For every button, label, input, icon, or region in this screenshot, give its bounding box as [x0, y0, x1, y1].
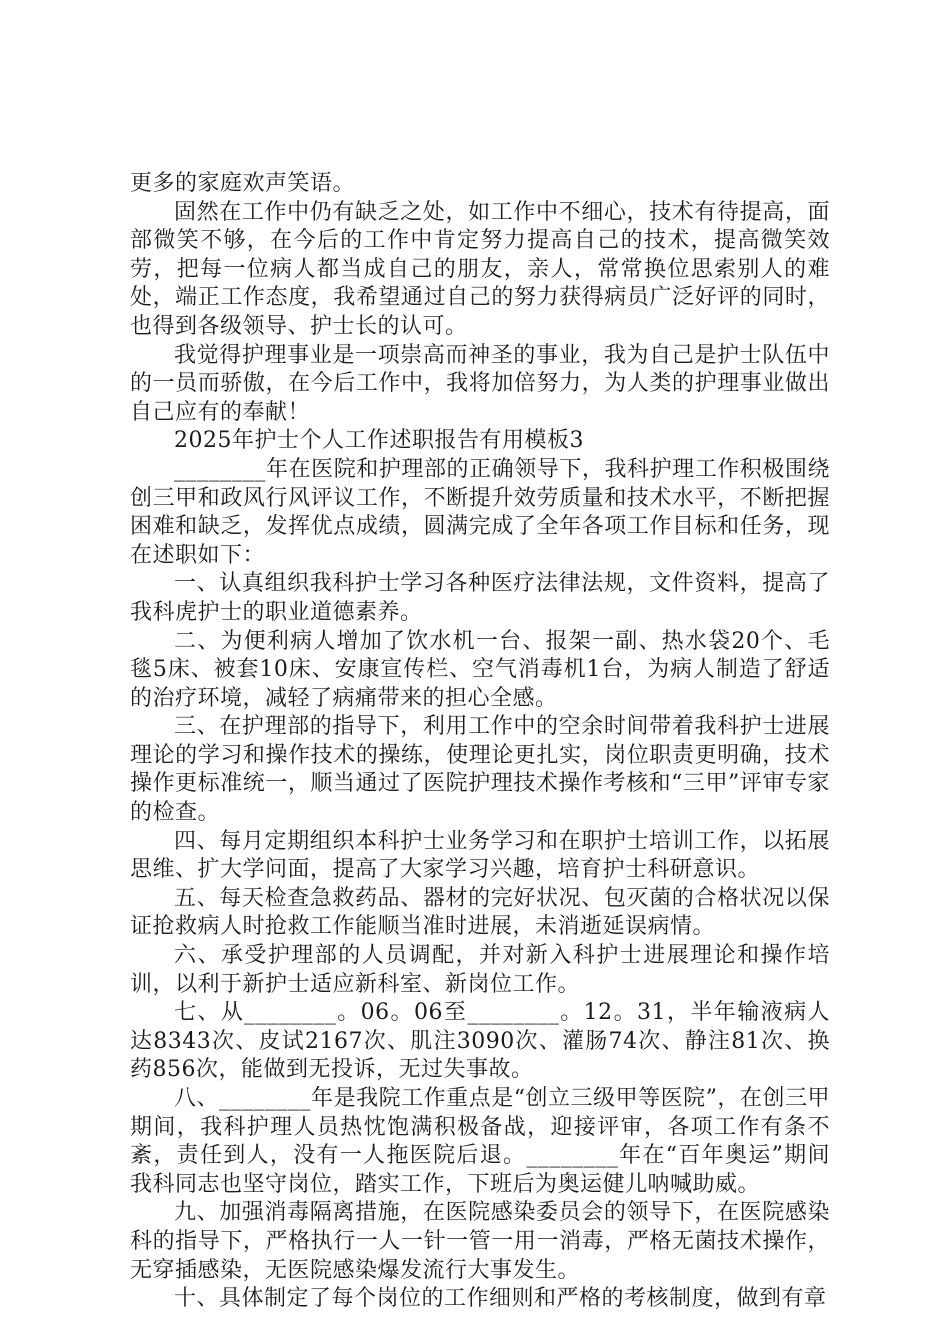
paragraph-item-10: 十、具体制定了每个岗位的工作细则和严格的考核制度，做到有章 — [174, 1286, 827, 1312]
paragraph-item-3: 三、在护理部的指导下，利用工作中的空余时间带着我科护士进展理论的学习和操作技术的操练，使理论更扎实，岗位职责更明确，技术操作更标准统一，顺当通过了医院护理技术操作考核和“三甲”评审专家的检查。 — [130, 714, 830, 826]
paragraph-item-8: 八、________年是我院工作重点是“创立三级甲等医院”，在创三甲期间，我科护理人员热忱饱满积极备战，迎接评审，各项工作有条不紊，责任到人，没有一人拖医院后退。________年在“百年奥运”期间我科同志也坚守岗位，踏实工作，下班后为奥运健儿呐喊助威。 — [130, 1086, 830, 1197]
paragraph-shortcomings: 固然在工作中仍有缺乏之处，如工作中不细心，技术有待提高，面部微笑不够，在今后的工作中肯定努力提高自己的技术，提高微笑效劳，把每一位病人都当成自己的朋友，亲人，常常换位思索别人的难处，端正工作态度，我希望通过自己的努力获得病员广泛好评的同时，也得到各级领导、护士长的认可。 — [130, 199, 830, 339]
paragraph-item-5: 五、每天检查急救药品、器材的完好状况、包灭菌的合格状况以保证抢救病人时抢救工作能顺当准时进展，未消逝延误病情。 — [130, 885, 830, 940]
paragraph-item-4: 四、每月定期组织本科护士业务学习和在职护士培训工作，以拓展思维、扩大学问面，提高了大家学习兴趣，培育护士科研意识。 — [130, 828, 830, 883]
paragraph-item-9: 九、加强消毒隔离措施，在医院感染委员会的领导下，在医院感染科的指导下，严格执行一人一针一管一用一消毒，严格无菌技术操作，无穿插感染，无医院感染爆发流行大事发生。 — [130, 1200, 830, 1283]
section-title: 2025年护士个人工作述职报告有用模板3 — [174, 428, 584, 454]
paragraph-nursing-career: 我觉得护理事业是一项崇高而神圣的事业，我为自己是护士队伍中的一员而骄傲，在今后工作中，我将加倍努力，为人类的护理事业做出自己应有的奉献！ — [130, 342, 830, 425]
paragraph-intro: ________年在医院和护理部的正确领导下，我科护理工作积极围绕创三甲和政风行风评议工作，不断提升效劳质量和技术水平，不断把握困难和缺乏，发挥优点成绩，圆满完成了全年各项工作目标和任务，现在述职如下： — [130, 456, 830, 568]
paragraph-item-6: 六、承受护理部的人员调配，并对新入科护士进展理论和操作培训，以利于新护士适应新科室、新岗位工作。 — [130, 943, 830, 997]
paragraph-continuation: 更多的家庭欢声笑语。 — [130, 171, 356, 196]
document-page — [130, 170, 830, 1314]
paragraph-item-7: 七、从________。06。06至________。12。31，半年输液病人达8343次、皮试2167次、肌注3090次、灌肠74次、静注81次、换药856次，能做到无投诉，无过失事故。 — [130, 1000, 830, 1083]
paragraph-item-1: 一、认真组织我科护士学习各种医疗法律法规，文件资料，提高了我科虎护士的职业道德素养。 — [130, 571, 830, 625]
paragraph-item-2: 二、为便利病人增加了饮水机一台、报架一副、热水袋20个、毛毯5床、被套10床、安康宣传栏、空气消毒机1台，为病人制造了舒适的治疗环境，减轻了病痛带来的担心全感。 — [130, 628, 830, 711]
